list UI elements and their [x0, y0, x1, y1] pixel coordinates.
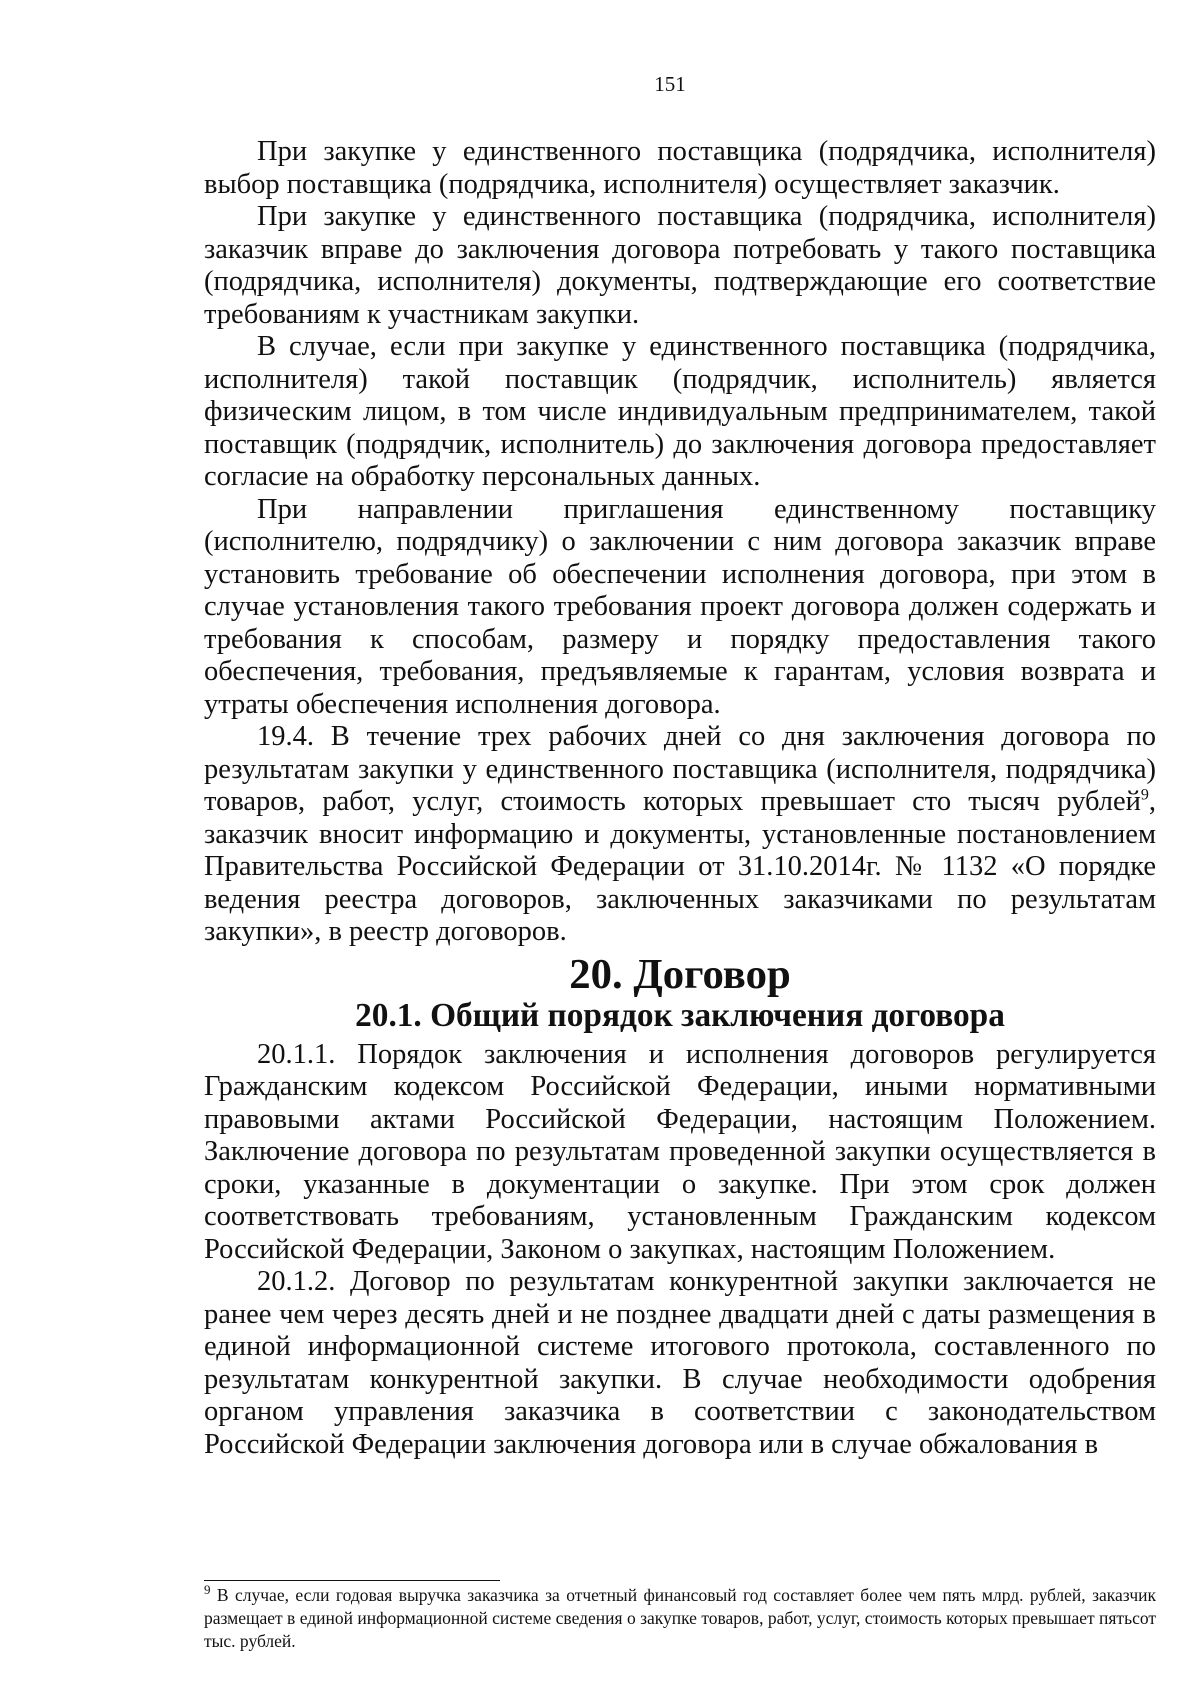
subsection-heading-20-1: 20.1. Общий порядок заключения договора — [355, 997, 1005, 1034]
paragraph-20-1-1: 20.1.1. Порядок заключения и исполнения договоров регулируется Гражданским кодексом Российской Федерации, иными нормативными правовыми актами Российской Федерации, настоящим Положением. Заключение договора по результатам проведенной закупки осуществляется в сроки, указанные в документации о закупке. При этом срок должен соответствовать требованиям, установленным Гражданским кодексом Российской Федерации, Законом о закупках, настоящим Положением. — [204, 1038, 1156, 1265]
document-body — [204, 136, 1156, 1461]
paragraph-personal-data: В случае, если при закупке у единственного поставщика (подрядчика, исполнителя) такой поставщик (подрядчик, исполнитель) является физическим лицом, в том числе индивидуальным предпринимателем, такой поставщик (подрядчик, исполнитель) до заключения договора предоставляет согласие на обработку персональных данных. — [204, 331, 1156, 492]
paragraph-documents-request: При закупке у единственного поставщика (подрядчика, исполнителя) заказчик вправе до заключения договора потребовать у такого поставщика (подрядчика, исполнителя) документы, подтверждающие его соответствие требованиям к участникам закупки. — [204, 201, 1156, 330]
paragraph-performance-security: При направлении приглашения единственному поставщику (исполнителю, подрядчику) о заключении с ним договора заказчик вправе установить требование об обеспечении исполнения договора, при этом в случае установления такого требования проект договора должен содержать и требования к способам, размеру и порядку предоставления такого обеспечения, требования, предъявляемые к гарантам, условия возврата и утраты обеспечения исполнения договора. — [204, 493, 1156, 720]
paragraph-19-4-text: 19.4. В течение трех рабочих дней со дня заключения договора по результатам закупки у единственного поставщика (исполнителя, подрядчика) товаров, работ, услуг, стоимость которых превышает сто тысяч рублей — [204, 721, 1156, 817]
footnote-marker: 9 — [204, 1582, 211, 1598]
footnote — [204, 1584, 1156, 1653]
footnote-reference[interactable]: 9 — [1140, 786, 1149, 804]
paragraph-19-4 — [204, 721, 1156, 949]
paragraph-19-4-text-cont: , заказчик вносит информацию и документы, установленные постановлением Правительства Российской Федерации от 31.10.2014г. № 1132 «О порядке ведения реестра договоров, заключенных заказчиками по результатам закупки», в реестр договоров. — [204, 786, 1156, 947]
page-number: 151 — [654, 72, 686, 96]
paragraph-20-1-2: 20.1.2. Договор по результатам конкурентной закупки заключается не ранее чем через десять дней и не позднее двадцати дней с даты размещения в единой информационной системе итогового протокола, составленного по результатам конкурентной закупки. В случае необходимости одобрения органом управления заказчика в соответствии с законодательством Российской Федерации заключения договора или в случае обжалования в — [204, 1266, 1156, 1460]
section-heading-20: 20. Договор — [569, 950, 791, 998]
paragraph-supplier-choice: При закупке у единственного поставщика (подрядчика, исполнителя) выбор поставщика (подрядчика, исполнителя) осуществляет заказчик. — [204, 136, 1156, 200]
footnote-text: В случае, если годовая выручка заказчика за отчетный финансовый год составляет более чем пять млрд. рублей, заказчик размещает в единой информационной системе сведения о закупке товаров, работ, услуг, стоимость которых превышает пятьсот тыс. рублей. — [204, 1585, 1156, 1651]
footnote-divider — [204, 1580, 500, 1581]
